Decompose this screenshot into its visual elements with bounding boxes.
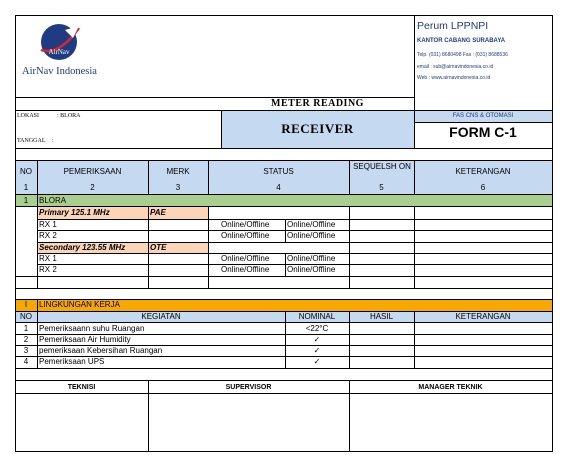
environment-title: LINGKUNGAN KERJA (39, 300, 120, 309)
colnum-1: 1 (23, 183, 29, 192)
colnum-4: 4 (276, 183, 281, 192)
header-no: NO (20, 167, 32, 176)
row-status-1: Online/Offline (221, 231, 270, 240)
website: Web : www.airnavindonesia.co.id (417, 75, 491, 81)
date-label: TANGGAL (17, 138, 46, 144)
email-address: email : sub@airnavindonesia.co.id (417, 64, 494, 70)
airnav-logo-icon (35, 20, 85, 64)
signature-supervisor: SUPERVISOR (225, 384, 272, 391)
branch-name: KANTOR CABANG SURABAYA (417, 38, 506, 44)
signature-teknisi: TEKNISI (67, 384, 96, 391)
env-row-no: 3 (23, 346, 29, 355)
secondary-label: Secondary 123.55 MHz (39, 243, 126, 252)
colnum-2: 2 (90, 183, 95, 192)
header-status: STATUS (263, 167, 294, 176)
colnum-3: 3 (175, 183, 181, 192)
doc-title: METER READING (271, 98, 364, 109)
row-item: RX 1 (39, 220, 57, 229)
env-row-no: 4 (23, 357, 29, 366)
row-item: RX 2 (39, 231, 57, 240)
equipment-name: RECEIVER (281, 121, 354, 136)
env-row-nominal: ✓ (313, 346, 321, 355)
primary-label: Primary 125.1 MHz (39, 208, 110, 217)
environment-no: I (24, 300, 28, 309)
logo-name: AirNav Indonesia (22, 66, 97, 77)
header-pemeriksaan: PEMERIKSAAN (63, 167, 122, 176)
colnum-6: 6 (480, 183, 486, 192)
row-status-1: Online/Offline (221, 254, 270, 263)
row-status-1: Online/Offline (221, 265, 270, 274)
row-status-1: Online/Offline (221, 220, 270, 229)
location-value: : BLORA (57, 113, 81, 119)
section-blora-bg (15, 194, 552, 206)
env-header-keterangan: KETERANGAN (455, 312, 511, 321)
env-header-nominal: NOMINAL (298, 312, 336, 321)
signature-manager: MANAGER TEKNIK (418, 384, 483, 391)
primary-merk: PAE (150, 208, 166, 217)
header-merk: MERK (166, 167, 190, 176)
row-status-2: Online/Offline (287, 254, 336, 263)
env-header-hasil: HASIL (369, 312, 394, 321)
env-row-kegiatan: pemeriksaan Kebersihan Ruangan (39, 346, 163, 355)
header-keterangan: KETERANGAN (455, 167, 511, 176)
header-sequelsh: SEQUELSH ON (353, 162, 411, 171)
env-row-nominal: ✓ (313, 335, 321, 344)
row-item: RX 1 (39, 254, 57, 263)
env-row-no: 1 (23, 324, 29, 333)
colnum-5: 5 (379, 183, 384, 192)
phone-fax: Telp. (031) 8680498 Fax : (031) 8688536 (417, 52, 508, 58)
org-name: Perum LPPNPI (417, 20, 489, 32)
env-row-no: 2 (23, 335, 29, 344)
facility-label: FAS CNS & OTOMASI (452, 113, 514, 119)
form-code: FORM C-1 (449, 124, 517, 140)
row-status-2: Online/Offline (287, 220, 336, 229)
row-status-2: Online/Offline (287, 265, 336, 274)
logo-badge-text: AirNav (48, 48, 70, 56)
row-status-2: Online/Offline (287, 231, 336, 240)
env-row-nominal: ✓ (313, 357, 321, 366)
env-row-nominal: <22°C (305, 324, 329, 333)
env-row-kegiatan: Pemeriksaan Air Humidity (39, 335, 131, 344)
section-no: 1 (23, 196, 29, 205)
date-value: : (52, 138, 54, 144)
section-name: BLORA (39, 196, 67, 205)
env-header-no: NO (20, 312, 32, 321)
secondary-merk: OTE (150, 243, 167, 252)
env-row-kegiatan: Pemeriksaann suhu Ruangan (39, 324, 145, 333)
row-item: RX 2 (39, 265, 57, 274)
env-header-kegiatan: KEGIATAN (141, 312, 181, 321)
location-label: LOKASI (17, 113, 39, 119)
env-row-kegiatan: Pemeriksaan UPS (39, 357, 105, 366)
